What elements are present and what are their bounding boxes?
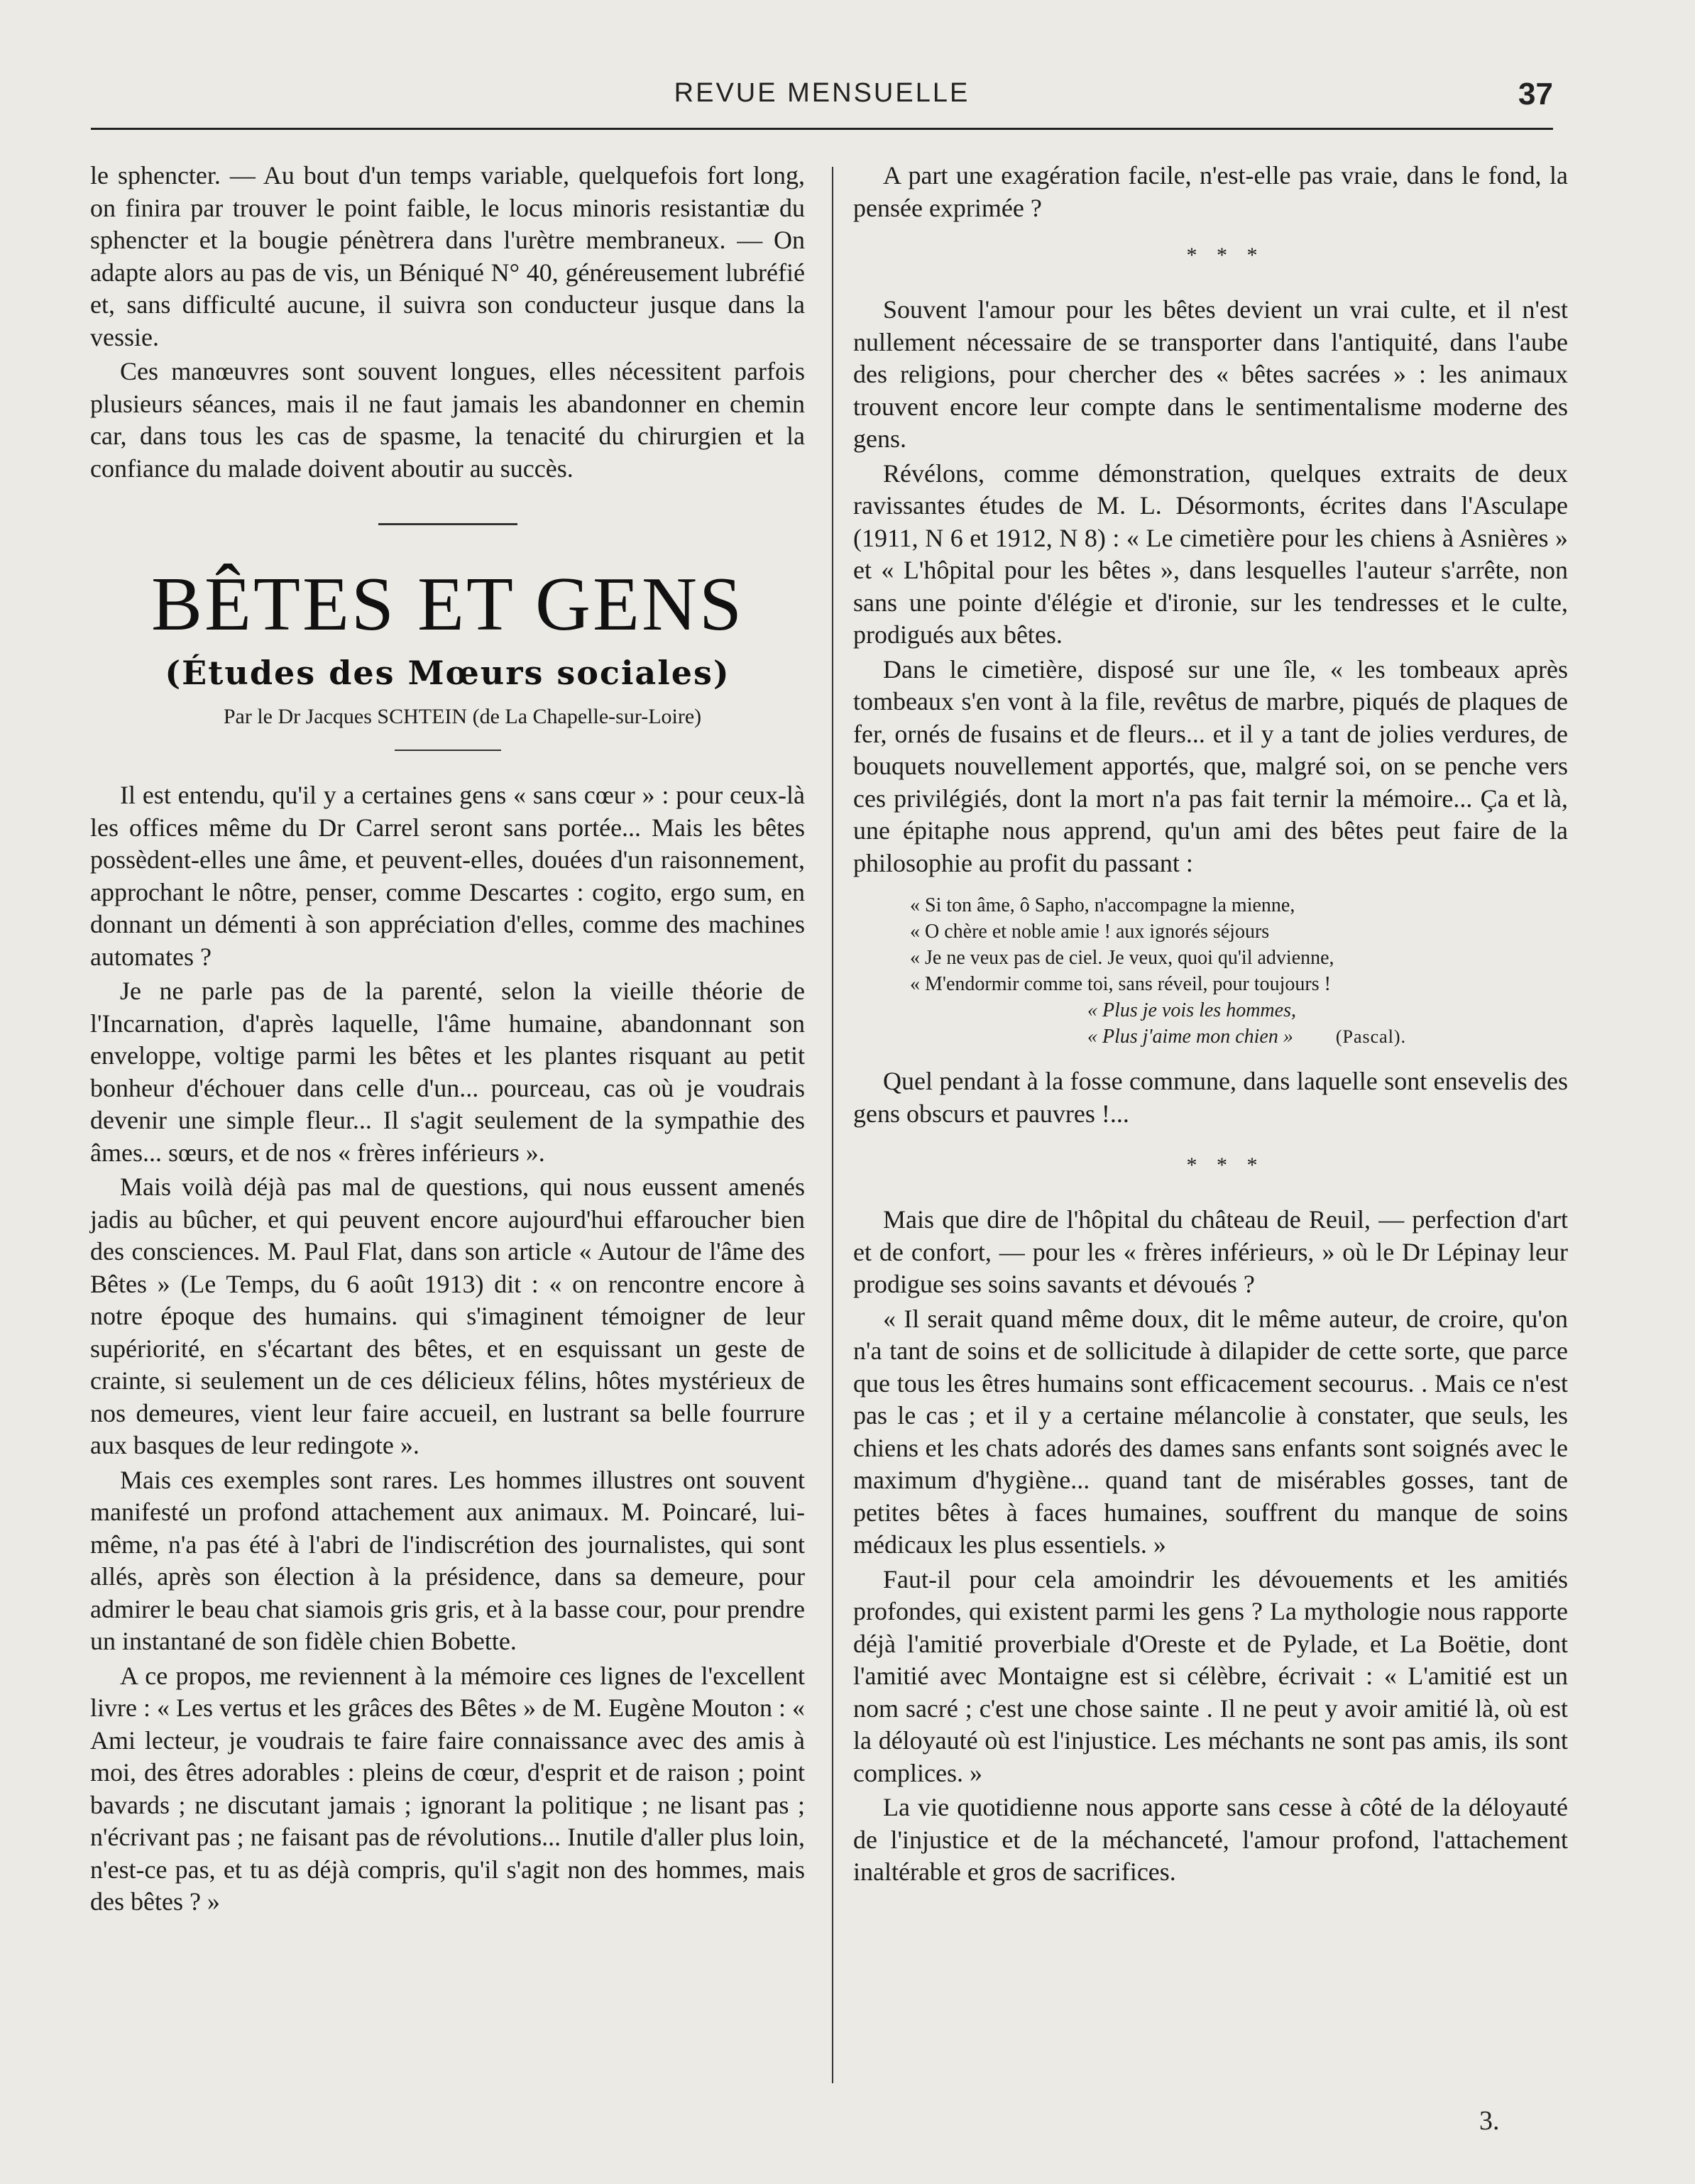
right-column [853, 160, 1568, 1889]
paragraph: Mais que dire de l'hôpital du château de Reuil, — perfection d'art et de confort, — pour les « frères inférieurs, » où le Dr Lépinay leur prodigue ses soins savants et dévoués ? [853, 1205, 1568, 1298]
paragraph: Souvent l'amour pour les bêtes devient un vrai culte, et il n'est nullement nécessaire de se transporter dans l'antiquité, dans l'aube des religions, pour chercher des « bêtes sacrées » : les animaux trouvent encore leur compte dans le sentimentalisme moderne des gens. [853, 295, 1568, 453]
asterism: * * * [1186, 1153, 1265, 1177]
article-subtitle: (Études des Mœurs sociales) [165, 654, 730, 692]
paragraph: Quel pendant à la fosse commune, dans laquelle sont ensevelis des gens obscurs et pauvres !... [853, 1067, 1568, 1128]
poem-line: « Plus je vois les hommes, [1087, 999, 1296, 1021]
poem-line: « Je ne veux pas de ciel. Je veux, quoi qu'il advienne, [910, 947, 1334, 969]
running-title: REVUE MENSUELLE [674, 78, 970, 108]
byline: Par le Dr Jacques SCHTEIN (de La Chapelle-sur-Loire) [223, 705, 702, 728]
running-head [91, 77, 1553, 119]
column-divider [832, 167, 833, 2083]
paragraph: A part une exagération facile, n'est-elle pas vraie, dans le fond, la pensée exprimée ? [853, 161, 1568, 222]
paragraph: Mais voilà déjà pas mal de questions, qui nous eussent amenés jadis au bûcher, et qui peuvent encore aujourd'hui effaroucher bien des consciences. M. Paul Flat, dans son article « Autour de l'âme des Bêtes » (Le Temps, du 6 août 1913) dit : « on rencontre encore à notre époque des humains. qui s'imaginent témoigner de leur supériorité, en s'écartant des bêtes, et en esquissant un geste de crainte, si seulement un de ces délicieux félins, hôtes mystérieux de nos demeures, vient leur faire accueil, en lustrant sa belle fourrure aux basques de leur redingote ». [90, 1173, 805, 1459]
paragraph: Faut-il pour cela amoindrir les dévouements et les amitiés profondes, qui existent parmi les gens ? La mythologie nous rapporte déjà l'amitié proverbiale d'Oreste et de Pylade, et La Boëtie, dont l'amitié avec Montaigne est si célèbre, écrivait : « L'amitié est un nom sacré ; c'est une chose sainte . Il ne peut y avoir amitié là, où est la déloyauté où est l'injustice. Les méchants ne sont pas amis, ils sont complices. » [853, 1564, 1568, 1787]
header-rule [91, 128, 1553, 130]
poem-line-with-source [853, 1024, 1568, 1050]
poem-line: « Si ton âme, ô Sapho, n'accompagne la mienne, [910, 894, 1295, 916]
paragraph: La vie quotidienne nous apporte sans cesse à côté de la déloyauté de l'injustice et de la méchanceté, l'amour profond, l'attachement inaltérable et gros de sacrifices. [853, 1793, 1568, 1886]
paragraph: « Il serait quand même doux, dit le même auteur, de croire, qu'on n'a tant de soins et de sollicitude à dilapider de cette sorte, que parce que tous les êtres humains sont efficacement secourus. . Mais ce n'est pas le cas ; et il y a certaine mélancolie à constater, que seuls, les chiens et les chats adorés des dames sans enfants sont soignés avec le maximum d'hygiène... quand tant de misérables gosses, tant de petites bêtes à faces humaines, souffrent du manque de soins médicaux les plus essentiels. » [853, 1304, 1568, 1559]
poem-source: (Pascal). [1335, 1026, 1407, 1047]
page-number: 37 [1518, 77, 1553, 111]
asterism: * * * [1186, 243, 1265, 267]
article-title: BÊTES ET GENS [150, 562, 745, 647]
paragraph: le sphencter. — Au bout d'un temps variable, quelquefois fort long, on finira par trouver le point faible, le locus minoris resistantiæ du sphencter et la bougie pénètrera dans l'urètre membraneux. — On adapte alors au pas de vis, un Béniqué N° 40, généreusement lubréfié et, sans difficulté aucune, il suivra son conducteur jusque dans la vessie. [90, 161, 805, 351]
paragraph: Révélons, comme démonstration, quelques extraits de deux ravissantes études de M. L. Désormonts, écrites dans l'Asculape (1911, N 6 et 1912, N 8) : « Le cimetière pour les chiens à Asnières » et « L'hôpital pour les bêtes », dans lesquelles l'auteur s'arrête, non sans une pointe d'élégie et d'ironie, sur les tendresses et le culte, prodigués aux bêtes. [853, 459, 1568, 649]
paragraph: Ces manœuvres sont souvent longues, elles nécessitent parfois plusieurs séances, mais il ne faut jamais les abandonner en chemin car, dans tous les cas de spasme, la tenacité du chirurgien et la confiance du malade doivent aboutir au succès. [90, 357, 805, 483]
paragraph: Il est entendu, qu'il y a certaines gens « sans cœur » : pour ceux-là les offices même du Dr Carrel seront sans portée... Mais les bêtes possèdent-elles une âme, et peuvent-elles, douées d'un raisonnement, approchant le nôtre, penser, comme Descartes : cogito, ergo sum, en donnant un démenti à son appréciation d'elles, comme des machines automates ? [90, 781, 805, 971]
poem-line: « Plus j'aime mon chien » [1087, 1026, 1293, 1048]
left-column [90, 160, 805, 1919]
paragraph: Mais ces exemples sont rares. Les hommes illustres ont souvent manifesté un profond attachement aux animaux. M. Poincaré, lui-même, n'a pas été à l'abri de l'indiscrétion des journalistes, qui sont allés, après son élection à la présidence, dans sa demeure, pour admirer le beau chat siamois gris gris, et à la basse cour, pour prendre un instantané de son fidèle chien Bobette. [90, 1465, 805, 1655]
paragraph: Je ne parle pas de la parenté, selon la vieille théorie de l'Incarnation, d'après laquelle, l'âme humaine, abandonnant son enveloppe, voltige parmi les bêtes et les plantes risquant au petit bonheur d'échouer dans celle d'un... pourceau, cas où je voudrais devenir une simple fleur... Il s'agit seulement de la sympathie des âmes... sœurs, et de nos « frères inférieurs ». [90, 977, 805, 1167]
paragraph: A ce propos, me reviennent à la mémoire ces lignes de l'excellent livre : « Les vertus et les grâces des Bêtes » de M. Eugène Mouton : « Ami lecteur, je voudrais te faire faire connaissance avec des amis à moi, des êtres adorables : pleins de cœur, d'esprit et de raison ; point bavards ; ne discutant jamais ; ignorant la politique ; ne lisant pas ; n'écrivant pas ; ne faisant pas de révolutions... Inutile d'aller plus loin, n'est-ce pas, et tu as déjà compris, qu'il s'agit non des hommes, mais des bêtes ? » [90, 1661, 805, 1916]
epitaph-poem [853, 892, 1568, 1050]
paragraph: Dans le cimetière, disposé sur une île, « les tombeaux après tombeaux s'en vont à la file, revêtus de marbre, piqués de plaques de fer, ornés de fusains et de fleurs... et il y a tant de jolies verdures, de bouquets nouvellement apportés, que, malgré soi, on se penche vers ces privilégiés, dont la mort n'a pas fait ternir la mémoire... Ça et là, une épitaphe nous apprend, qu'un ami des bêtes peut faire de la philosophie au profit du passant : [853, 654, 1568, 877]
poem-line: « O chère et noble amie ! aux ignorés séjours [910, 921, 1270, 943]
folio-signature: 3. [1479, 2106, 1500, 2136]
poem-line: « M'endormir comme toi, sans réveil, pour toujours ! [910, 973, 1331, 995]
